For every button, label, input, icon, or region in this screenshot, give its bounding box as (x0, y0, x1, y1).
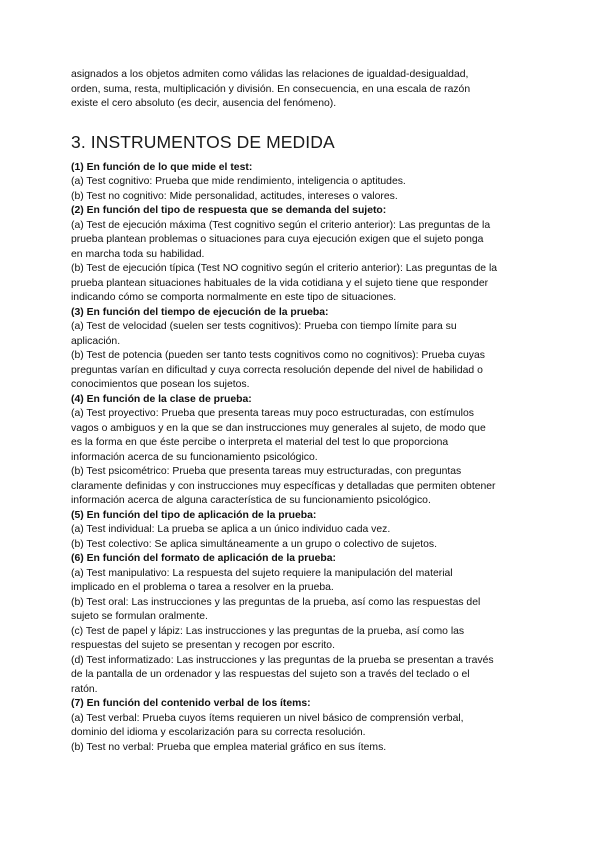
item-line: claramente definidas y con instrucciones muy específicas y detalladas que permiten obtener (71, 480, 496, 492)
item-line: (a) Test de velocidad (suelen ser tests cognitivos): Prueba con tiempo límite para su (71, 321, 457, 332)
item-line: (a) Test cognitivo: Prueba que mide rendimiento, inteligencia o aptitudes. (71, 176, 406, 187)
intro-paragraph (71, 68, 531, 112)
item-line: dominio del idioma y escolarización para su correcta resolución. (71, 727, 366, 738)
classification-section (71, 306, 531, 393)
item-line: ratón. (71, 683, 98, 695)
classification-section (71, 393, 531, 509)
item-line: es la forma en que éste percibe o interpreta el material del test lo que proporciona (71, 437, 449, 448)
intro-line: asignados a los objetos admiten como válidas las relaciones de igualdad-desigualdad, (71, 69, 469, 80)
item-line: (b) Test no verbal: Prueba que emplea material gráfico en sus ítems. (71, 741, 387, 753)
section-title: (3) En función del tiempo de ejecución de la prueba: (71, 306, 329, 318)
section-title: (1) En función de lo que mide el test: (71, 161, 253, 173)
classification-section (71, 697, 531, 755)
item-line: en marcha toda su habilidad. (71, 248, 205, 260)
section-title: (6) En función del formato de aplicación de la prueba: (71, 553, 336, 564)
item-line: (a) Test proyectivo: Prueba que presenta tareas muy poco estructuradas, con estímulos (71, 408, 474, 419)
item-line: (a) Test manipulativo: La respuesta del sujeto requiere la manipulación del material (71, 567, 453, 579)
item-line: sujeto se formulan oralmente. (71, 611, 208, 622)
item-line: (c) Test de papel y lápiz: Las instrucciones y las preguntas de la prueba, así como las (71, 625, 465, 637)
section-title: (2) En función del tipo de respuesta que se demanda del sujeto: (71, 205, 387, 216)
item-line: (b) Test psicométrico: Prueba que presenta tareas muy estructuradas, con preguntas (71, 466, 462, 477)
item-line: (b) Test de potencia (pueden ser tanto tests cognitivos como no cognitivos): Prueba cuyas (71, 350, 485, 361)
document-page (71, 68, 531, 755)
sections-list (71, 161, 531, 756)
classification-section (71, 204, 531, 306)
classification-section (71, 552, 531, 697)
item-line: implicado en el problema o tarea a resolver en la prueba. (71, 582, 334, 593)
item-line: (d) Test informatizado: Las instrucciones y las preguntas de la prueba se presentan a través (71, 654, 494, 666)
intro-line: existe el cero absoluto (es decir, ausencia del fenómeno). (71, 98, 337, 109)
section-title: (5) En función del tipo de aplicación de la prueba: (71, 509, 317, 521)
item-line: (a) Test individual: La prueba se aplica a un único individuo cada vez. (71, 524, 391, 535)
item-line: (b) Test de ejecución típica (Test NO cognitivo según el criterio anterior): Las preguntas de la (71, 263, 498, 274)
item-line: de la pantalla de un ordenador y las respuestas del sujeto son a través del teclado o el (71, 669, 470, 680)
item-line: preguntas varían en dificultad y cuya correcta resolución depende del nivel de habilidad o (71, 364, 483, 376)
classification-section (71, 161, 531, 205)
item-line: conocimientos que posean los sujetos. (71, 379, 250, 390)
item-line: (a) Test verbal: Prueba cuyos ítems requieren un nivel básico de comprensión verbal, (71, 712, 464, 724)
item-line: aplicación. (71, 335, 121, 347)
item-line: indicando cómo se comporta normalmente en este tipo de situaciones. (71, 292, 397, 303)
item-line: prueba plantean situaciones habituales de la vida cotidiana y el sujeto tiene que responder (71, 277, 489, 289)
item-line: información acerca de su funcionamiento psicológico. (71, 451, 318, 463)
item-line: prueba plantean problemas o situaciones para cuya ejecución exigen que el sujeto ponga (71, 234, 484, 245)
item-line: (b) Test colectivo: Se aplica simultáneamente a un grupo o colectivo de sujetos. (71, 538, 437, 550)
section-title: (4) En función de la clase de prueba: (71, 393, 252, 405)
classification-section (71, 509, 531, 553)
item-line: (b) Test oral: Las instrucciones y las preguntas de la prueba, así como las respuestas del (71, 596, 481, 608)
section-heading: 3. INSTRUMENTOS DE MEDIDA (71, 131, 335, 152)
item-line: (b) Test no cognitivo: Mide personalidad, actitudes, intereses o valores. (71, 190, 398, 202)
item-line: respuestas del sujeto se presentan y recogen por escrito. (71, 640, 335, 651)
section-title: (7) En función del contenido verbal de los ítems: (71, 698, 311, 709)
item-line: (a) Test de ejecución máxima (Test cognitivo según el criterio anterior): Las preguntas de la (71, 219, 491, 231)
intro-line: orden, suma, resta, multiplicación y división. En consecuencia, en una escala de razón (71, 83, 471, 95)
item-line: información acerca de alguna característica de su funcionamiento psicológico. (71, 495, 431, 506)
item-line: vagos o ambiguos y en la que se dan instrucciones muy generales al sujeto, de modo que (71, 422, 486, 434)
